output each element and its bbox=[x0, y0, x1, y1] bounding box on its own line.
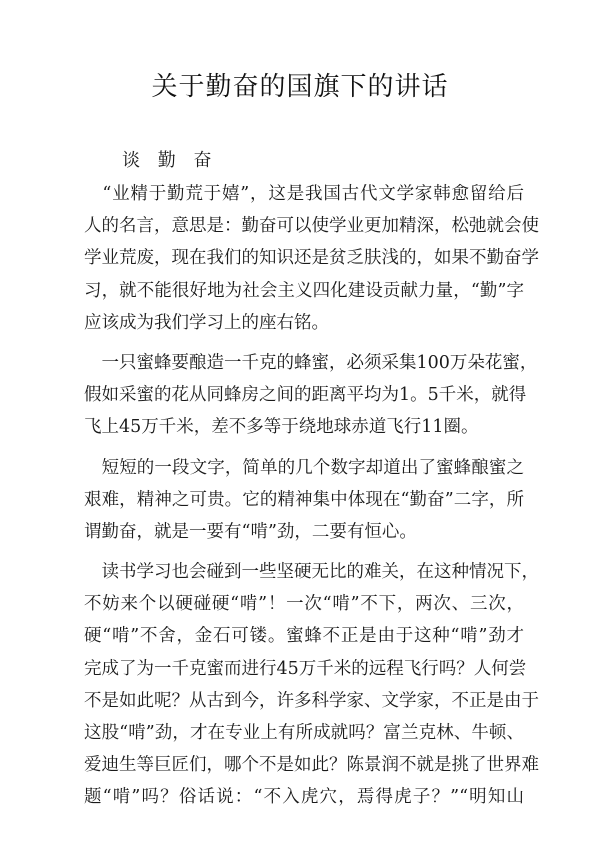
paragraph bbox=[84, 347, 538, 444]
text-line: 硬“啃”不舍，金石可镂。蜜蜂不正是由于这种“啃”劲才 bbox=[84, 626, 524, 647]
text-line: “业精于勤荒于嬉”，这是我国古代文学家韩愈留给后 bbox=[84, 184, 524, 204]
text-line: 飞上45万千米，差不多等于绕地球赤道飞行11圈。 bbox=[84, 417, 479, 438]
text-line: 完成了为一千克蜜而进行45万千米的远程飞行吗？人何尝 bbox=[84, 658, 527, 679]
text-line: 短短的一段文字，简单的几个数字却道出了蜜蜂酿蜜之 bbox=[84, 457, 524, 478]
text-line: 一只蜜蜂要酿造一千克的蜂蜜，必须采集100万朵花蜜， bbox=[84, 352, 538, 373]
text-line: 人的名言，意思是：勤奋可以使学业更加精深，松弛就会使 bbox=[84, 216, 539, 237]
text-line: 习，就不能很好地为社会主义四化建设贡献力量，“勤”字 bbox=[84, 280, 524, 301]
text-line: 读书学习也会碰到一些坚硬无比的难关，在这种情况下， bbox=[84, 562, 539, 583]
text-line: 艰难，精神之可贵。它的精神集中体现在“勤奋”二字，所 bbox=[84, 489, 524, 510]
text-line: 假如采蜜的花从同蜂房之间的距离平均为1。5千米，就得 bbox=[84, 385, 527, 406]
section-subtitle: 谈 勤 奋 bbox=[122, 150, 218, 171]
paragraph bbox=[84, 178, 539, 339]
text-line: 这股“啃”劲，才在专业上有所成就吗？富兰克林、牛顿、 bbox=[84, 723, 524, 743]
document-body bbox=[84, 178, 539, 814]
paragraph bbox=[84, 452, 524, 549]
text-line: 爱迪生等巨匠们，哪个不是如此？陈景润不就是挑了世界难 bbox=[84, 755, 539, 776]
text-line: 不妨来个以硬碰硬“啃”！一次“啃”不下，两次、三次， bbox=[84, 594, 524, 615]
paragraph bbox=[84, 556, 539, 814]
text-line: 不是如此呢？从古到今，许多科学家、文学家，不正是由于 bbox=[84, 690, 539, 711]
text-line: 学业荒废，现在我们的知识还是贫乏肤浅的，如果不勤奋学 bbox=[84, 248, 539, 269]
text-line: 题“啃”吗？俗话说：“不入虎穴，焉得虎子？”“明知山 bbox=[84, 787, 524, 808]
text-line: 应该成为我们学习上的座右铭。 bbox=[84, 312, 329, 333]
page-title: 关于勤奋的国旗下的讲话 bbox=[151, 72, 449, 102]
text-line: 谓勤奋，就是一要有“啃”劲，二要有恒心。 bbox=[84, 521, 417, 542]
